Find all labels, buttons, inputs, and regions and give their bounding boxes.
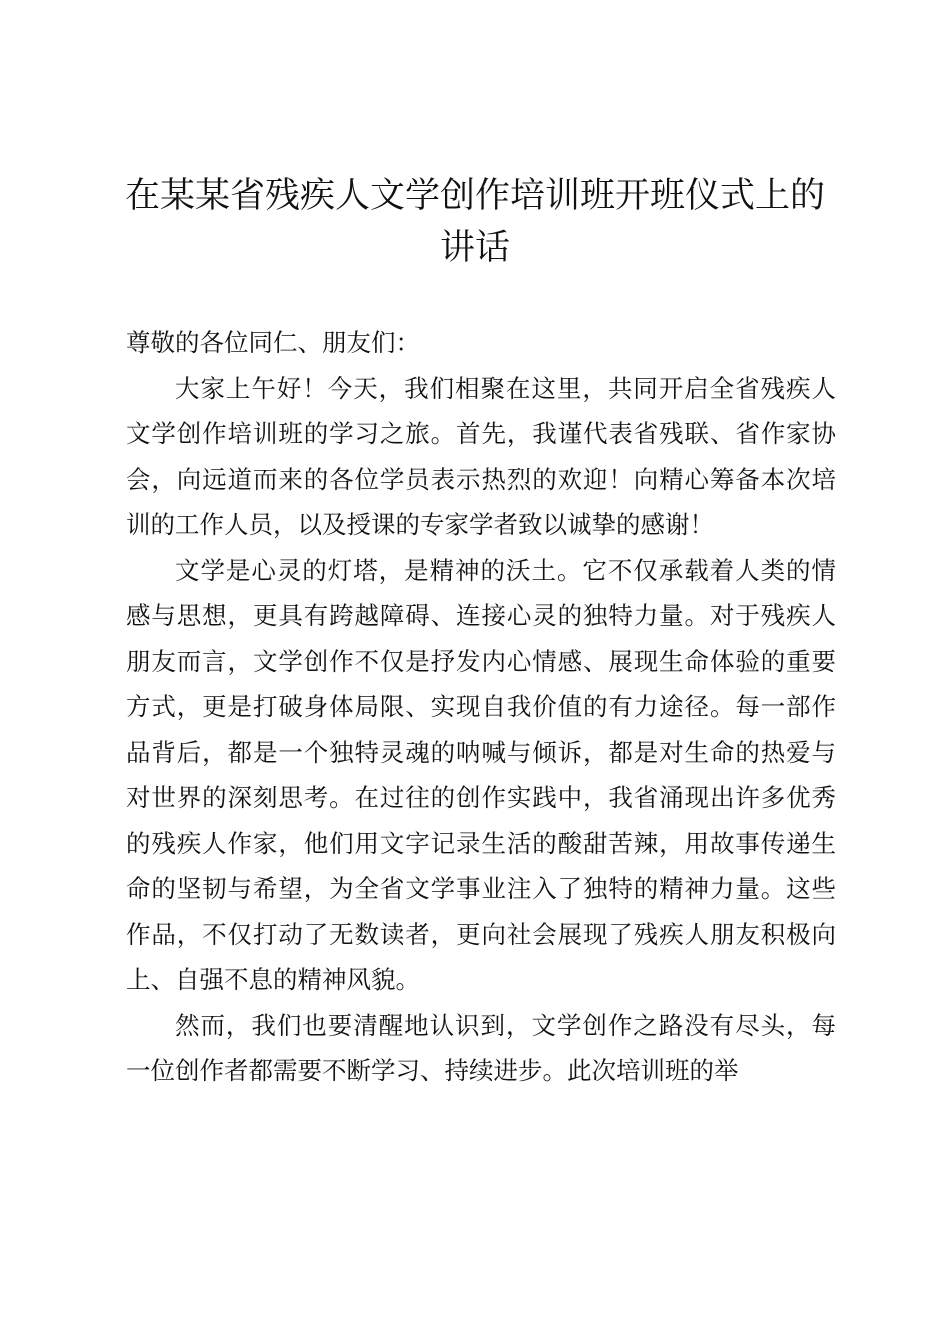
title-line-1: 在某某省残疾人文学创作培训班开班仪式上的 — [124, 176, 825, 216]
paragraph-welcome: 大家上午好！今天，我们相聚在这里，共同开启全省残疾人文学创作培训班的学习之旅。首先，我谨代表省残联、省作家协会，向远道而来的各位学员表示热烈的欢迎！向精心筹备本次培训的工作人员，以及授课的专家学者致以诚挚的感谢！ — [126, 373, 836, 539]
salutation: 尊敬的各位同仁、朋友们： — [126, 328, 420, 357]
paragraph-learning: 然而，我们也要清醒地认识到，文学创作之路没有尽头，每一位创作者都需要不断学习、持续进步。此次培训班的举 — [126, 1010, 836, 1085]
document-body — [126, 320, 836, 1094]
paragraph-literature: 文学是心灵的灯塔，是精神的沃土。它不仅承载着人类的情感与思想，更具有跨越障碍、连接心灵的独特力量。对于残疾人朋友而言，文学创作不仅是抒发内心情感、展现生命体验的重要方式，更是打破身体局限、实现自我价值的有力途径。每一部作品背后，都是一个独特灵魂的呐喊与倾诉，都是对生命的热爱与对世界的深刻思考。在过往的创作实践中，我省涌现出许多优秀的残疾人作家，他们用文字记录生活的酸甜苦辣，用故事传递生命的坚韧与希望，为全省文学事业注入了独特的精神力量。这些作品，不仅打动了无数读者，更向社会展现了残疾人朋友积极向上、自强不息的精神风貌。 — [126, 555, 836, 994]
document-title — [100, 170, 850, 274]
title-line-2: 讲话 — [439, 228, 510, 268]
